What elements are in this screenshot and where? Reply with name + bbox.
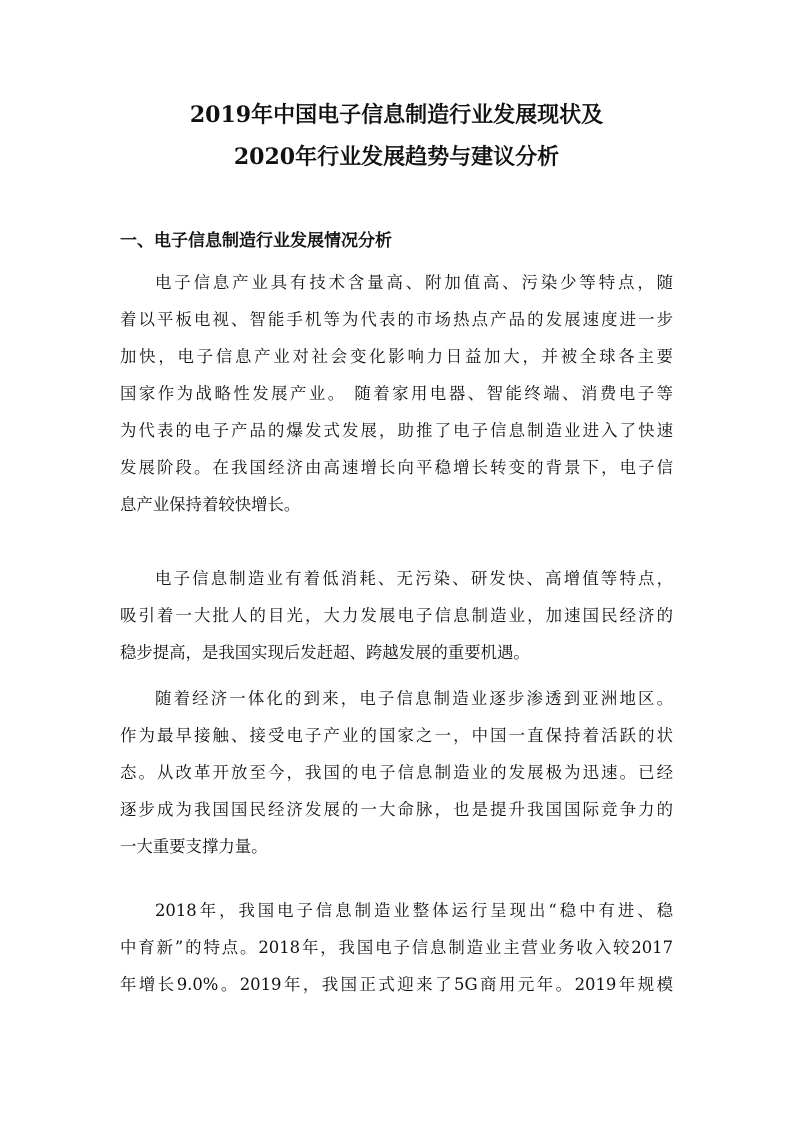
paragraph-1-line-4: 国家作为战略性发展产业。 随着家用电器、智能终端、消费电子等 [120,384,673,403]
paragraph-2-line-1: 电子信息制造业有着低消耗、无污染、研发快、高增值等特点， [155,569,673,588]
paragraph-1-line-2: 着以平板电视、智能手机等为代表的市场热点产品的发展速度进一步 [120,310,673,329]
paragraph-2-line-3: 稳步提高，是我国实现后发赶超、跨越发展的重要机遇。 [120,643,530,662]
paragraph-3-line-4: 逐步成为我国国民经济发展的一大命脉，也是提升我国国际竞争力的 [120,800,673,819]
paragraph-1-line-1: 电子信息产业具有技术含量高、附加值高、污染少等特点，随 [155,273,673,292]
paragraph-3-line-2: 作为最早接触、接受电子产业的国家之一，中国一直保持着活跃的状 [120,726,673,745]
paragraph-4-line-3: 年增长9.0%。2019年，我国正式迎来了5G商用元年。2019年规模 [120,975,673,994]
paragraph-4-line-2: 中育新”的特点。2018年，我国电子信息制造业主营业务收入较2017 [120,938,673,957]
paragraph-4-line-1: 2018年，我国电子信息制造业整体运行呈现出“稳中有进、稳 [155,901,673,920]
document-title-line-1: 2019年中国电子信息制造行业发展现状及 [189,102,604,128]
paragraph-3-line-1: 随着经济一体化的到来，电子信息制造业逐步渗透到亚洲地区。 [155,689,673,708]
paragraph-1-line-5: 为代表的电子产品的爆发式发展，助推了电子信息制造业进入了快速 [120,421,673,440]
paragraph-1-line-6: 发展阶段。在我国经济由高速增长向平稳增长转变的背景下，电子信 [120,458,673,477]
paragraph-3-line-3: 态。从改革开放至今，我国的电子信息制造业的发展极为迅速。已经 [120,763,673,782]
paragraph-3-line-5: 一大重要支撑力量。 [120,837,268,856]
section-heading: 一、电子信息制造行业发展情况分析 [120,231,392,251]
paragraph-1-line-3: 加快，电子信息产业对社会变化影响力日益加大，并被全球各主要 [120,347,673,366]
paragraph-1-line-7: 息产业保持着较快增长。 [120,495,301,514]
document-title-line-2: 2020年行业发展趋势与建议分析 [233,144,560,170]
paragraph-2-line-2: 吸引着一大批人的目光，大力发展电子信息制造业，加速国民经济的 [120,606,673,625]
